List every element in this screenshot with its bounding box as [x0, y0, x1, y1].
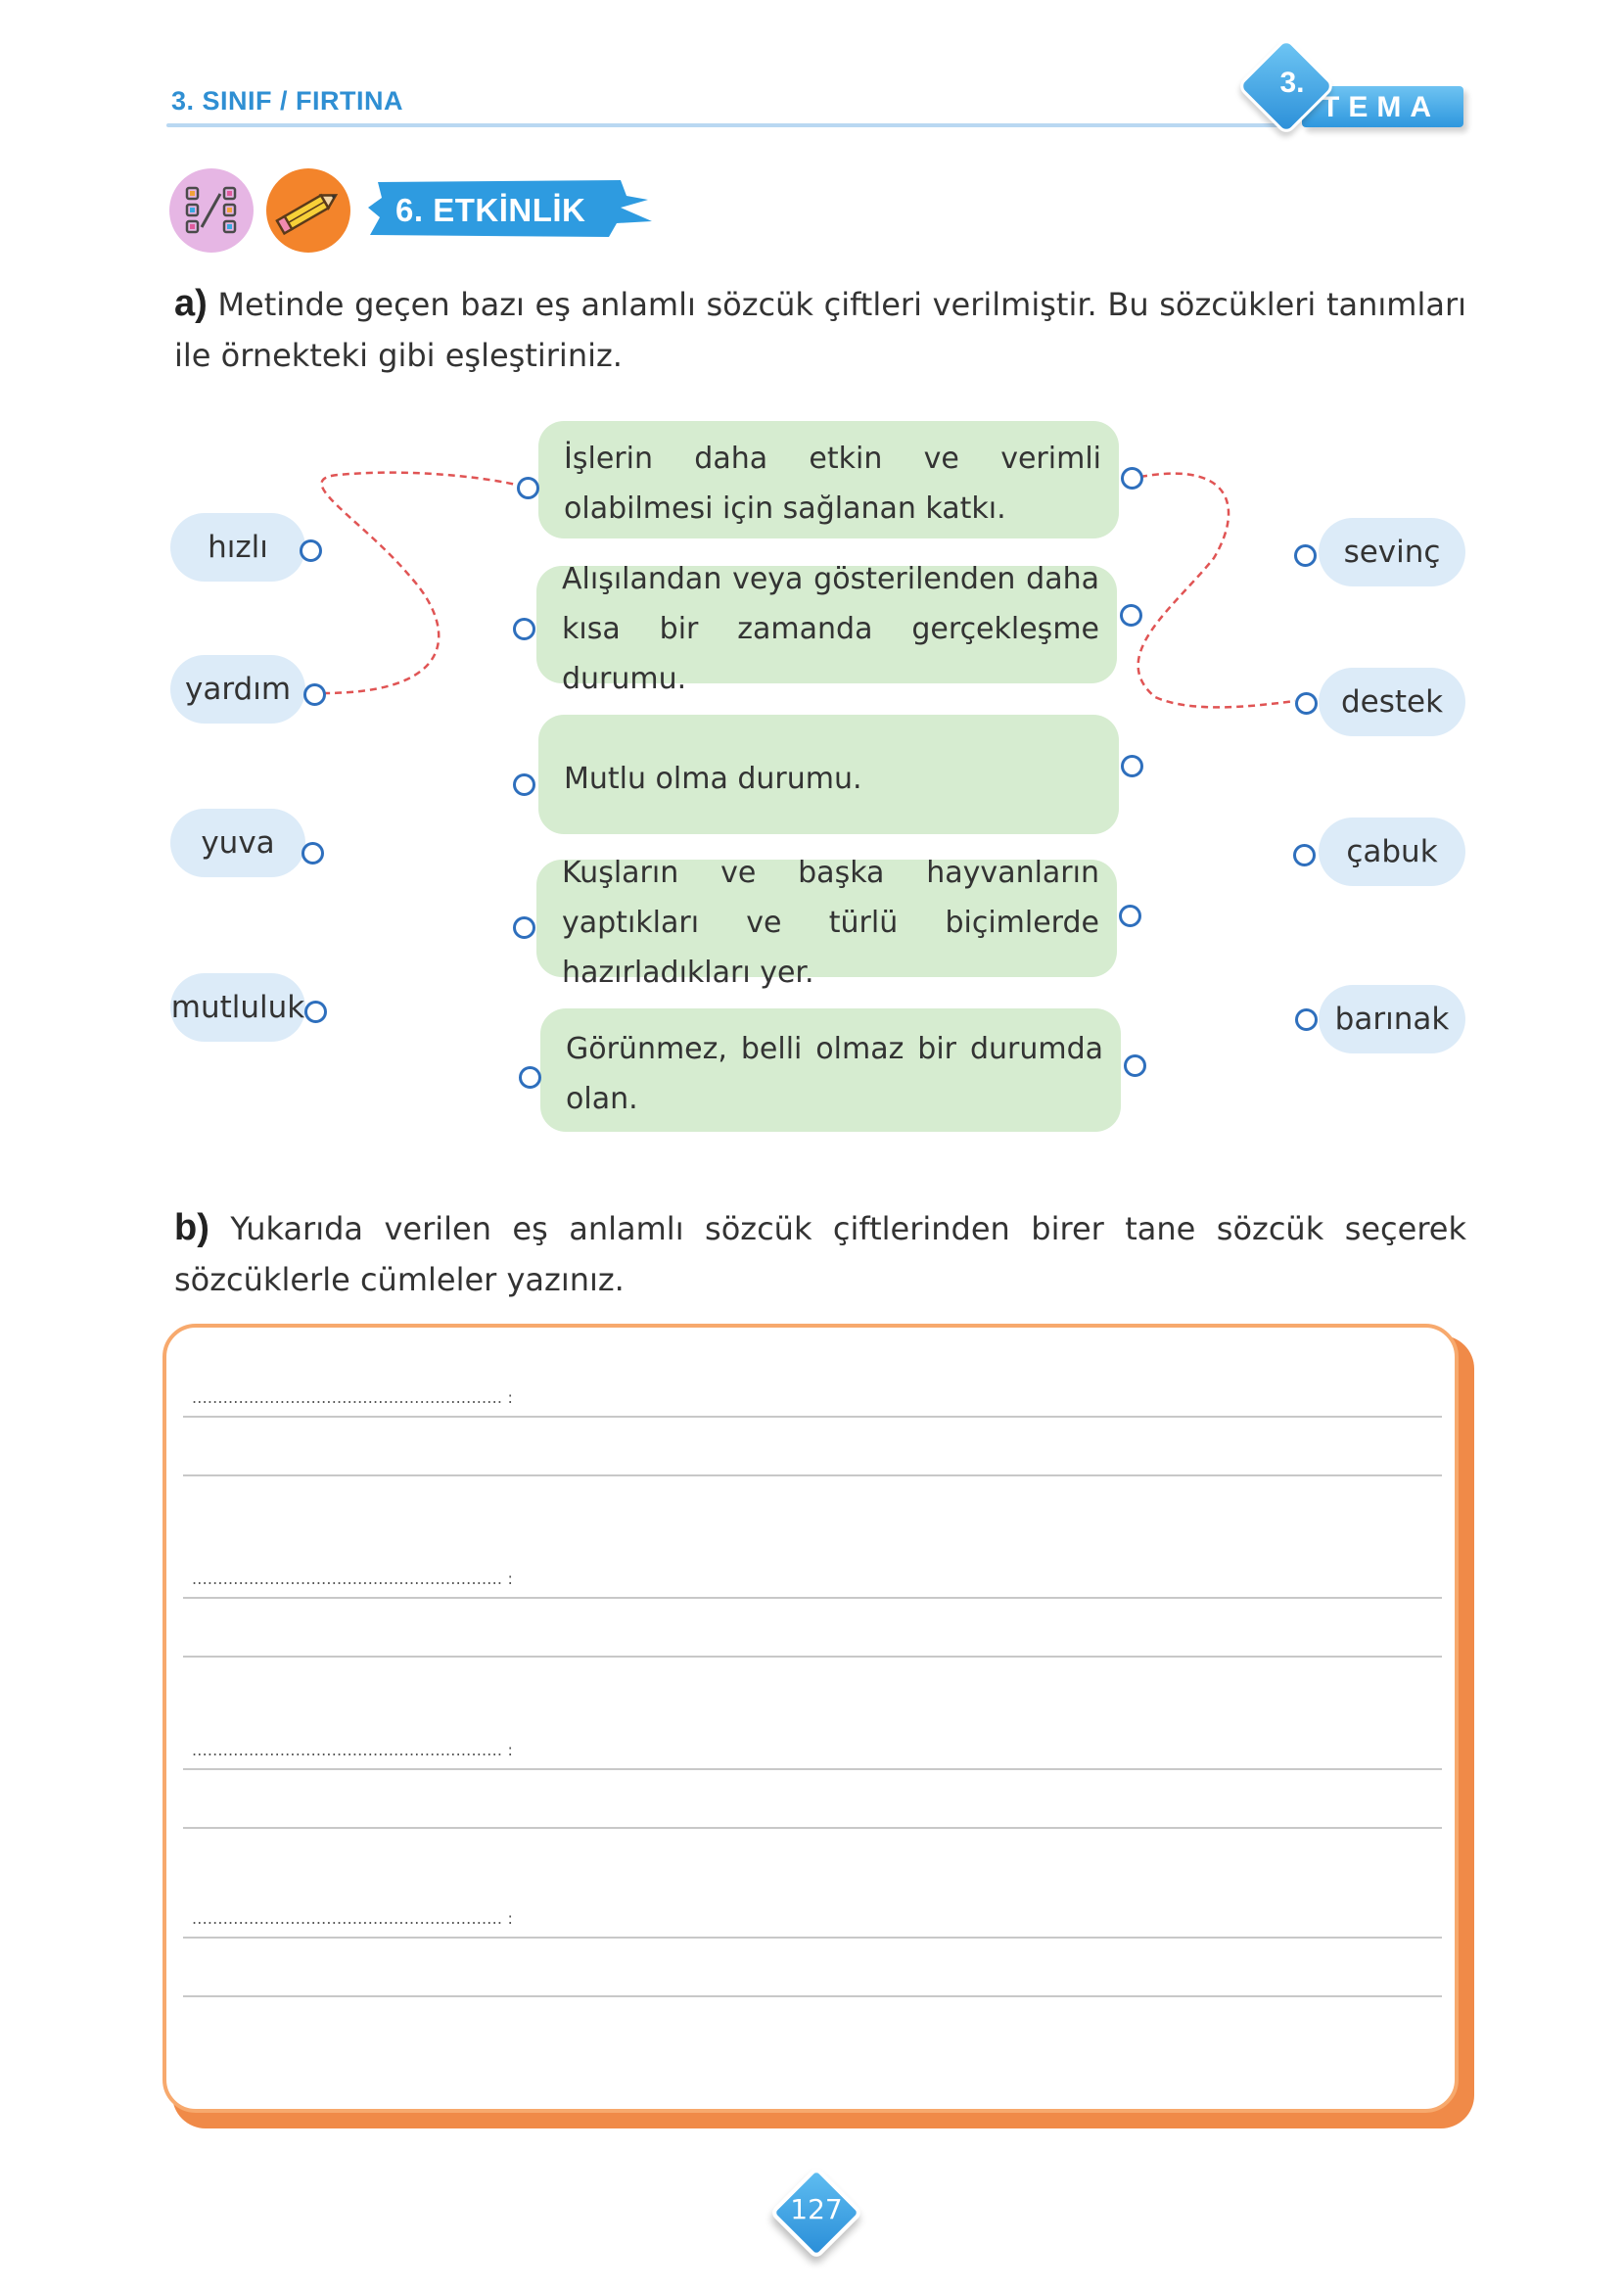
writing-line[interactable] [183, 1597, 1442, 1599]
word-pill-hizli: hızlı [170, 513, 305, 582]
definition-right-dot[interactable] [1121, 755, 1143, 777]
word-pill-yardim: yardım [170, 655, 305, 724]
definition-left-dot[interactable] [517, 477, 539, 499]
definition-box-1: İşlerin daha etkin ve verimli olabilmesi için sağlanan katkı. [538, 421, 1119, 538]
tema-number: 3. [1279, 67, 1305, 99]
sentence-blank: ............................................................ : [192, 1388, 514, 1407]
writing-line[interactable] [183, 1656, 1442, 1658]
word-pill-destek: destek [1319, 668, 1465, 736]
left-connector-dot[interactable] [302, 842, 324, 865]
page-number: 127 [790, 2193, 843, 2225]
definition-right-dot[interactable] [1120, 604, 1142, 627]
definition-left-dot[interactable] [513, 618, 535, 640]
definition-right-dot[interactable] [1121, 467, 1143, 490]
part-b-text: Yukarıda verilen eş anlamlı sözcük çiftlerinden birer tane sözcük seçerek sözcüklerle cümleler yazınız. [174, 1210, 1466, 1298]
word-pill-mutluluk: mutluluk [170, 973, 305, 1042]
part-b-label: b) [174, 1207, 209, 1248]
definition-right-dot[interactable] [1119, 905, 1141, 927]
right-connector-dot[interactable] [1295, 692, 1318, 715]
activity-title: 6. ETKİNLİK [395, 192, 586, 228]
part-a-label: a) [174, 283, 208, 324]
definition-left-dot[interactable] [519, 1066, 541, 1089]
right-connector-dot[interactable] [1295, 1008, 1318, 1031]
word-pill-sevinc: sevinç [1319, 518, 1465, 586]
word-pill-cabuk: çabuk [1319, 818, 1465, 886]
definition-box-5: Görünmez, belli olmaz bir durumda olan. [540, 1008, 1121, 1132]
part-b-instruction [174, 1202, 1466, 1305]
definition-left-dot[interactable] [513, 916, 535, 939]
writing-line[interactable] [183, 1416, 1442, 1418]
sentence-blank: ............................................................ : [192, 1909, 514, 1928]
right-connector-dot[interactable] [1294, 544, 1317, 567]
writing-line[interactable] [183, 1937, 1442, 1939]
definition-right-dot[interactable] [1124, 1054, 1146, 1077]
definition-box-4: Kuşların ve başka hayvanların yaptıkları ve türlü biçimlerde hazırladıkları yer. [536, 860, 1117, 977]
writing-line[interactable] [183, 1768, 1442, 1770]
sentence-blank: ............................................................ : [192, 1741, 514, 1759]
writing-line[interactable] [183, 1995, 1442, 1997]
left-connector-dot[interactable] [303, 683, 326, 706]
left-connector-dot[interactable] [304, 1001, 327, 1023]
definition-left-dot[interactable] [513, 773, 535, 796]
left-connector-dot[interactable] [300, 539, 322, 562]
writing-line[interactable] [183, 1474, 1442, 1476]
tema-label: TEMA [1322, 91, 1440, 123]
sentence-blank: ............................................................ : [192, 1569, 514, 1588]
word-pill-barinak: barınak [1319, 985, 1465, 1053]
word-pill-yuva: yuva [170, 809, 305, 877]
definition-box-2: Alışılandan veya gösterilenden daha kısa bir zamanda gerçekleşme durumu. [536, 566, 1117, 683]
header-title: 3. SINIF / FIRTINA [171, 86, 404, 116]
part-a-text: Metinde geçen bazı eş anlamlı sözcük çiftleri verilmiştir. Bu sözcükleri tanımları ile örnekteki gibi eşleştiriniz. [174, 286, 1466, 374]
definition-box-3: Mutlu olma durumu. [538, 715, 1119, 834]
writing-line[interactable] [183, 1827, 1442, 1829]
right-connector-dot[interactable] [1293, 844, 1316, 866]
